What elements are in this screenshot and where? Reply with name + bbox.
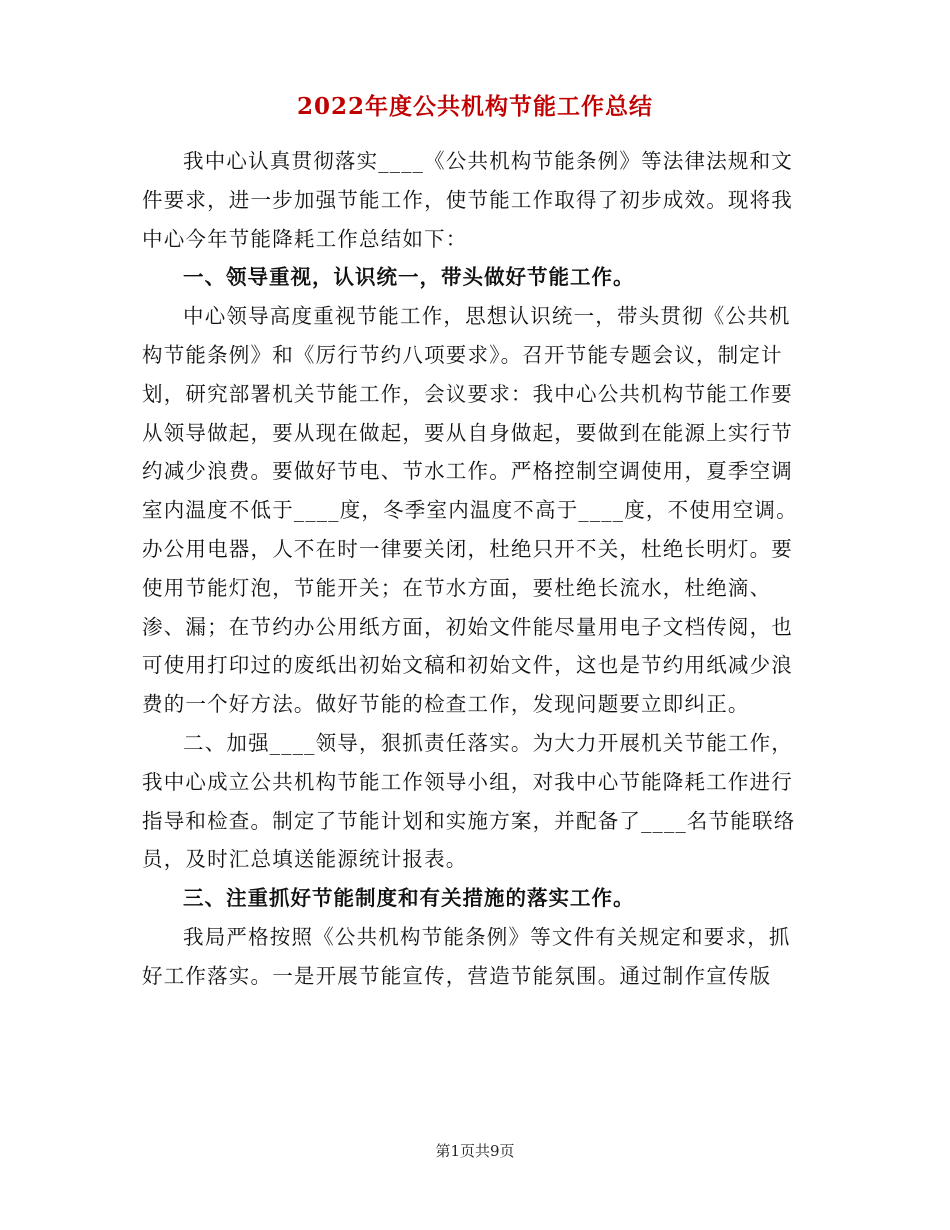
section-heading-3: 三、注重抓好节能制度和有关措施的落实工作。	[183, 886, 635, 911]
intro-paragraph: 我中心认真贯彻落实____《公共机构节能条例》等法律法规和文件要求，进一步加强节能工作，使节能工作取得了初步成效。现将我中心今年节能降耗工作总结如下：	[142, 149, 793, 251]
section-2-paragraph: 二、加强____领导，狠抓责任落实。为大力开展机关节能工作，我中心成立公共机构节能工作领导小组，对我中心节能降耗工作进行指导和检查。制定了节能计划和实施方案，并配备了____名节能联络员，及时汇总填送能源统计报表。	[142, 730, 796, 872]
section-3-paragraph: 我局严格按照《公共机构节能条例》等文件有关规定和要求，抓好工作落实。一是开展节能宣传，营造节能氛围。通过制作宣传版	[142, 924, 791, 988]
page-footer: 第1页共9页	[435, 1142, 515, 1160]
document-title: 2022年度公共机构节能工作总结	[296, 93, 653, 120]
section-1-paragraph: 中心领导高度重视节能工作，思想认识统一，带头贯彻《公共机构节能条例》和《厉行节约八项要求》。召开节能专题会议，制定计划，研究部署机关节能工作，会议要求：我中心公共机构节能工作要从领导做起，要从现在做起，要从自身做起，要做到在能源上实行节约减少浪费。要做好节电、节水工作。严格控制空调使用，夏季空调室内温度不低于____度，冬季室内温度不高于____度，不使用空调。办公用电器，人不在时一律要关闭，杜绝只开不关，杜绝长明灯。要使用节能灯泡，节能开关；在节水方面，要杜绝长流水，杜绝滴、渗、漏；在节约办公用纸方面，初始文件能尽量用电子文档传阅，也可使用打印过的废纸出初始文稿和初始文件，这也是节约用纸减少浪费的一个好方法。做好节能的检查工作，发现问题要立即纠正。	[142, 304, 798, 717]
document-body	[142, 142, 802, 996]
section-heading-1: 一、领导重视，认识统一，带头做好节能工作。	[183, 265, 635, 290]
